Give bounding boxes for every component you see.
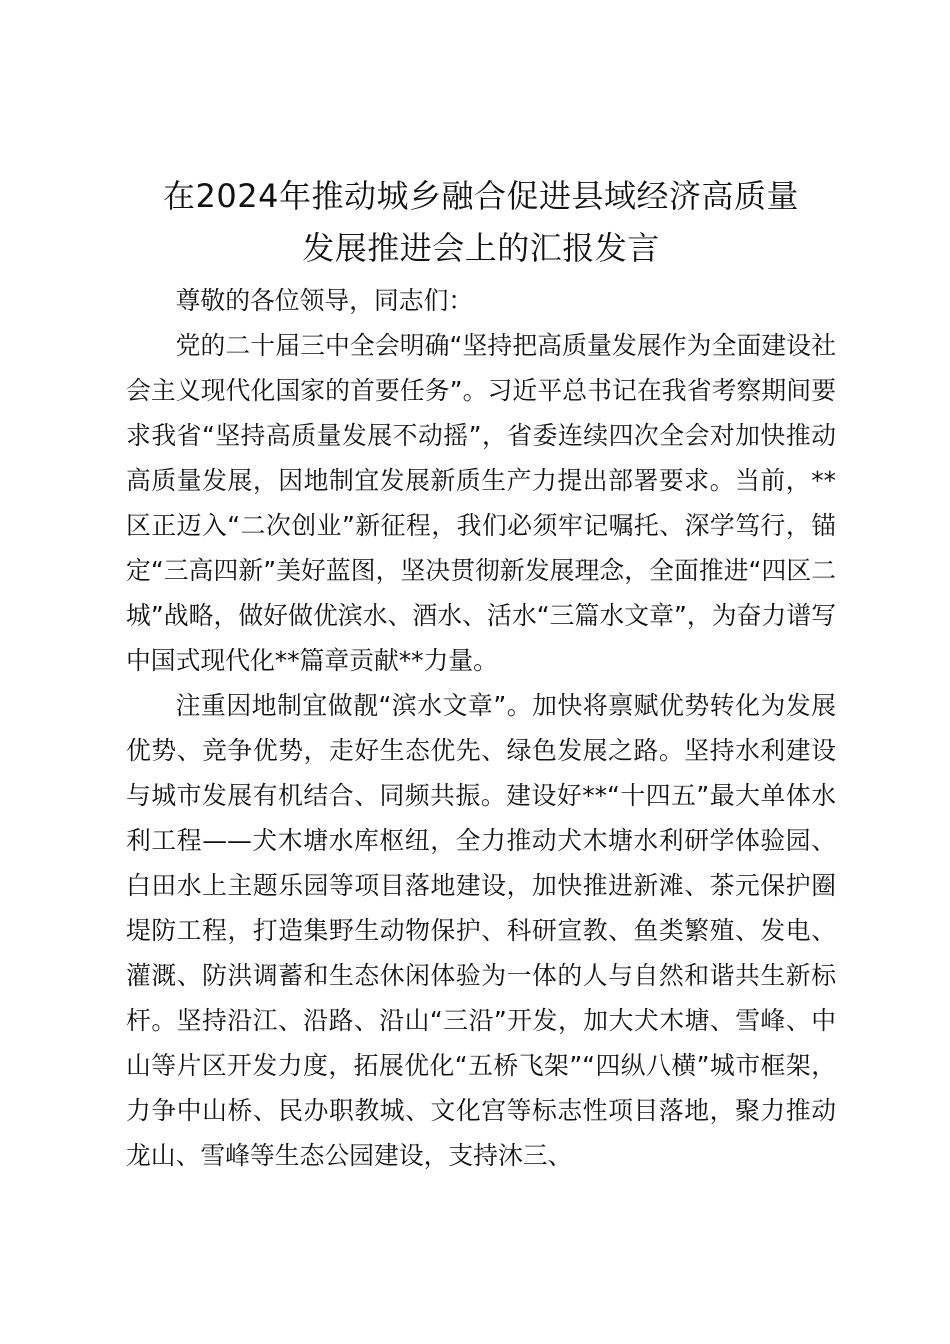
paragraph-2: 注重因地制宜做靓“滨水文章”。加快将禀赋优势转化为发展优势、竞争优势，走好生态优先、绿色发展之路。坚持水利建设与城市发展有机结合、同频共振。建设好**“十四五”最大单体水利工程——犬木塘水库枢纽，全力推动犬木塘水利研学体验园、白田水上主题乐园等项目落地建设，加快推进新滩、茶元保护圈堤防工程，打造集野生动物保护、科研宣教、鱼类繁殖、发电、灌溉、防洪调蓄和生态休闲体验为一体的人与自然和谐共生新标杆。坚持沿江、沿路、沿山“三沿”开发，加大犬木塘、雪峰、中山等片区开发力度，拓展优化“五桥飞架”“四纵八横”城市框架，力争中山桥、民办职教城、文化宫等标志性项目落地，聚力推动龙山、雪峰等生态公园建设，支持沐三、 — [126, 691, 836, 1170]
paragraph-1: 党的二十届三中全会明确“坚持把高质量发展作为全面建设社会主义现代化国家的首要任务”。习近平总书记在我省考察期间要求我省“坚持高质量发展不动摇”，省委连续四次全会对加快推动高质量发展，因地制宜发展新质生产力提出部署要求。当前，**区正迈入“二次创业”新征程，我们必须牢记嘱托、深学笃行，锚定“三高四新”美好蓝图，坚决贯彻新发展理念，全面推进“四区二城”战略，做好做优滨水、酒水、活水“三篇水文章”，为奋力谱写中国式现代化**篇章贡献**力量。 — [126, 331, 836, 675]
title-line-1: 在2024年推动城乡融合促进县域经济高质量 — [163, 177, 799, 215]
title-line-2: 发展推进会上的汇报发言 — [302, 229, 660, 267]
document-body — [126, 278, 836, 1178]
salutation: 尊敬的各位领导，同志们： — [175, 286, 474, 315]
document-title — [126, 170, 836, 274]
